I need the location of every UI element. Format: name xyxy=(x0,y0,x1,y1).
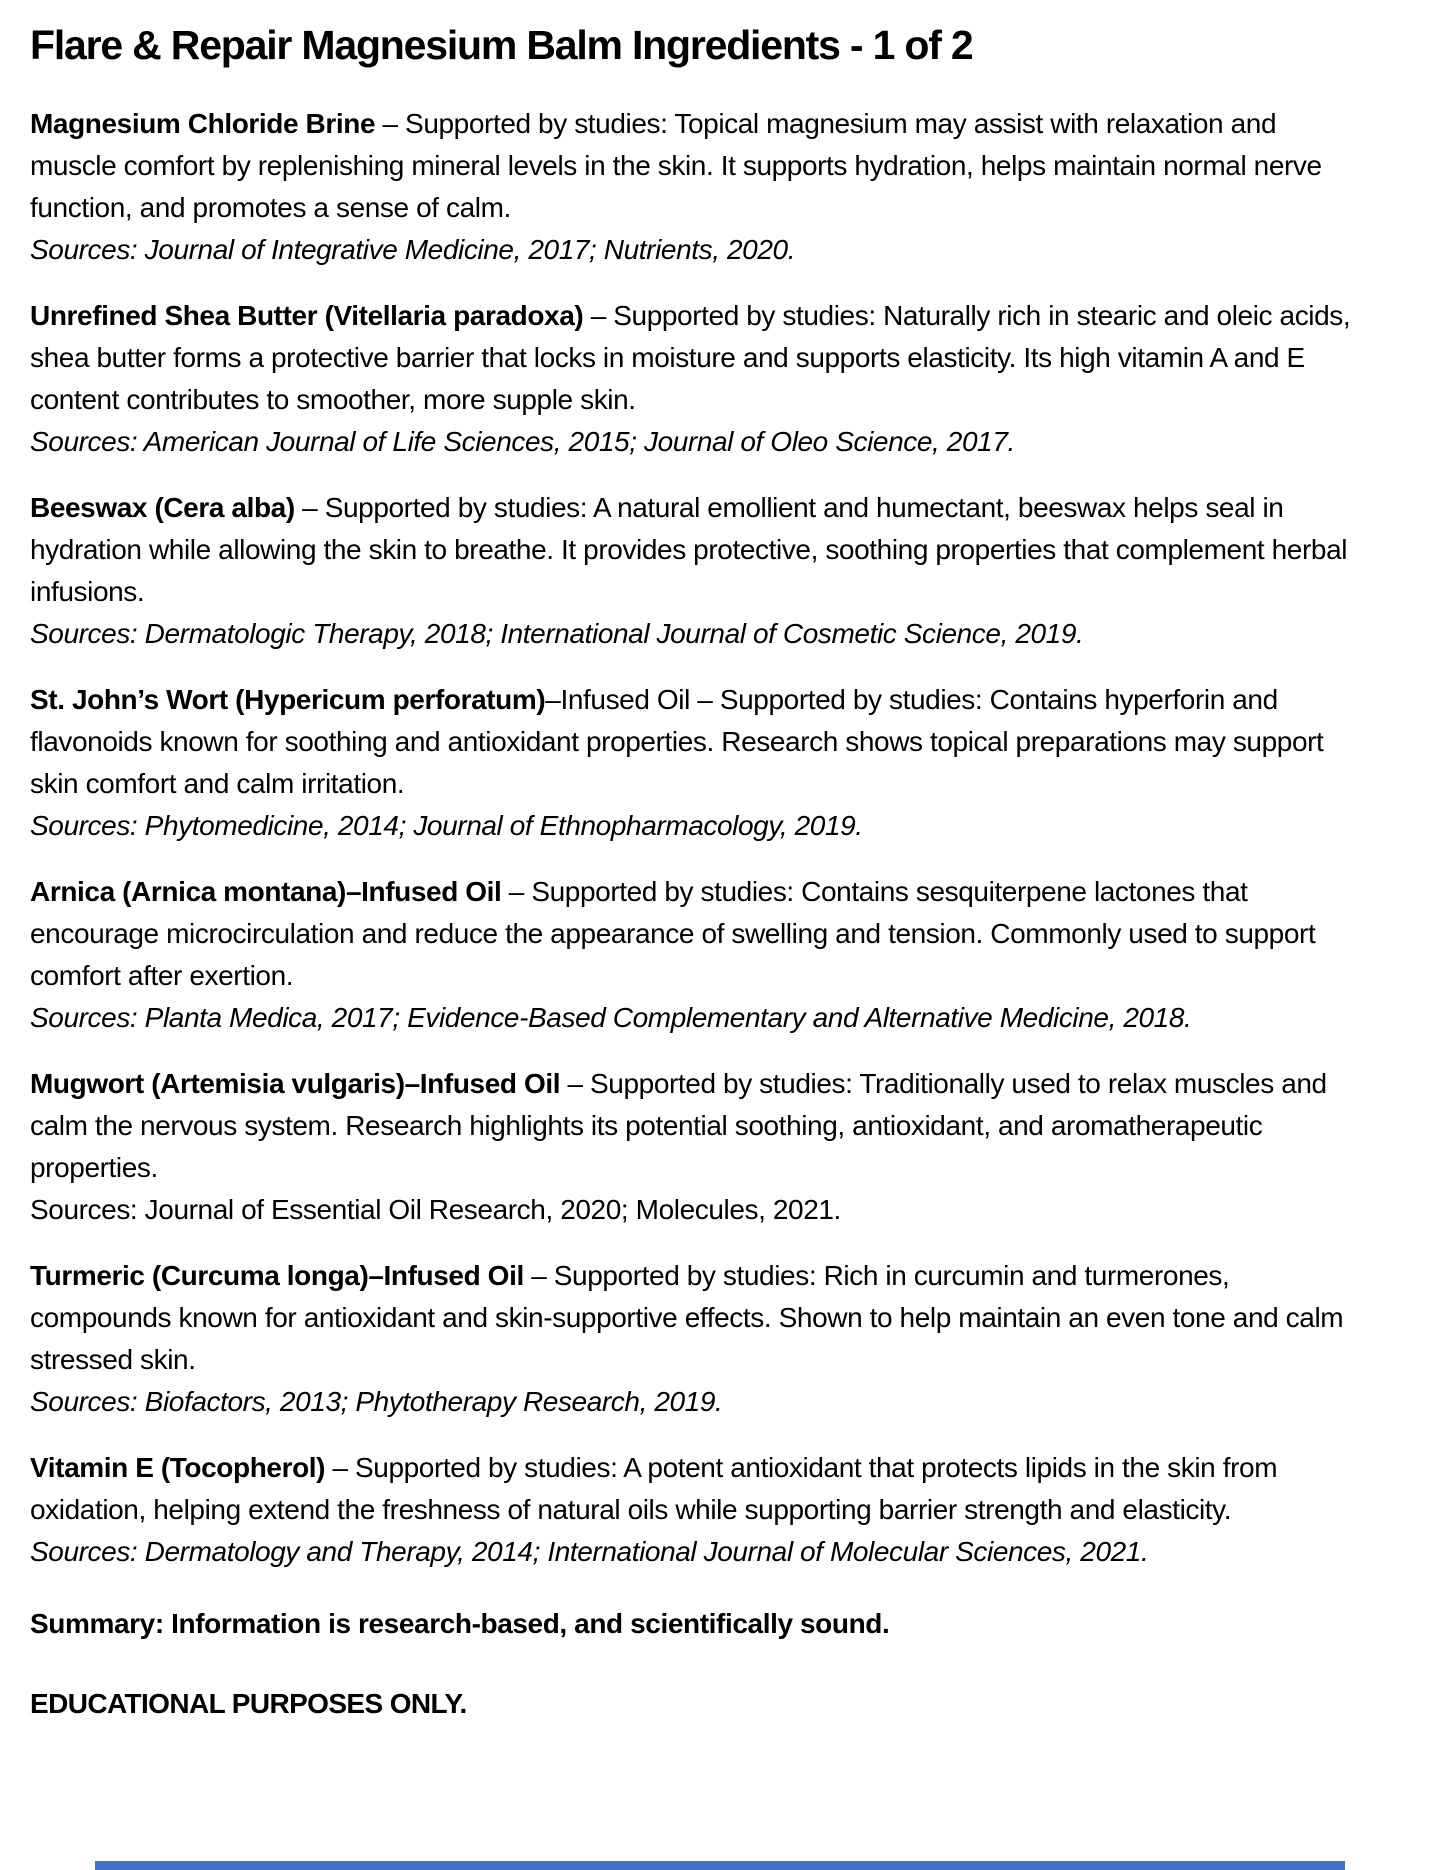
ingredient-entry xyxy=(30,1063,1365,1189)
ingredient-name: Unrefined Shea Butter (Vitellaria paradoxa) xyxy=(30,300,584,332)
ingredient-sources: Sources: American Journal of Life Sciences, 2015; Journal of Oleo Science, 2017. xyxy=(30,426,1015,458)
ingredient-entry xyxy=(30,103,1365,229)
ingredient-description: – Supported by studies: A natural emollient and humectant, beeswax helps seal in hydration while allowing the skin to breathe. It provides protective, soothing properties that complement herbal infusions. xyxy=(30,492,1348,608)
ingredient-name: Mugwort (Artemisia vulgaris)–Infused Oil xyxy=(30,1068,561,1100)
ingredient-name: Arnica (Arnica montana)–Infused Oil xyxy=(30,876,502,908)
ingredient-description: – Supported by studies: Topical magnesium may assist with relaxation and muscle comfort by replenishing mineral levels in the skin. It supports hydration, helps maintain normal nerve function, and promotes a sense of calm. xyxy=(30,108,1322,224)
page-title: Flare & Repair Magnesium Balm Ingredients - 1 of 2 xyxy=(30,22,973,68)
ingredient-description: – Supported by studies: Traditionally used to relax muscles and calm the nervous system. Research highlights its potential soothing, antioxidant, and aromatherapeutic properties. xyxy=(30,1068,1327,1184)
ingredient-description: –Infused Oil – Supported by studies: Contains hyperforin and flavonoids known for soothing and antioxidant properties. Research shows topical preparations may support skin comfort and calm irritation. xyxy=(30,684,1324,800)
ingredient-sources: Sources: Biofactors, 2013; Phytotherapy Research, 2019. xyxy=(30,1386,723,1418)
ingredient-entry xyxy=(30,1447,1365,1531)
ingredient-sources: Sources: Dermatologic Therapy, 2018; International Journal of Cosmetic Science, 2019. xyxy=(30,618,1084,650)
summary-statement: Summary: Information is research-based, and scientifically sound. xyxy=(30,1608,890,1640)
disclaimer-statement: EDUCATIONAL PURPOSES ONLY. xyxy=(30,1688,467,1720)
ingredient-name: St. John’s Wort (Hypericum perforatum) xyxy=(30,684,546,716)
bottom-accent-bar xyxy=(95,1861,1345,1870)
ingredient-sources: Sources: Journal of Essential Oil Research, 2020; Molecules, 2021. xyxy=(30,1194,841,1226)
ingredient-name: Turmeric (Curcuma longa)–Infused Oil xyxy=(30,1260,524,1292)
ingredient-entry xyxy=(30,295,1365,421)
ingredient-entry xyxy=(30,679,1365,805)
ingredient-description: – Supported by studies: A potent antioxidant that protects lipids in the skin from oxidation, helping extend the freshness of natural oils while supporting barrier strength and elasticity. xyxy=(30,1452,1278,1526)
ingredient-entry xyxy=(30,871,1365,997)
ingredient-entry xyxy=(30,1255,1365,1381)
ingredient-entry xyxy=(30,487,1365,613)
ingredient-sources: Sources: Phytomedicine, 2014; Journal of Ethnopharmacology, 2019. xyxy=(30,810,863,842)
ingredient-name: Vitamin E (Tocopherol) xyxy=(30,1452,326,1484)
ingredient-description: – Supported by studies: Contains sesquiterpene lactones that encourage microcirculation and reduce the appearance of swelling and tension. Commonly used to support comfort after exertion. xyxy=(30,876,1316,992)
ingredient-sources: Sources: Planta Medica, 2017; Evidence-Based Complementary and Alternative Medicine, 2018. xyxy=(30,1002,1192,1034)
ingredient-sources: Sources: Dermatology and Therapy, 2014; International Journal of Molecular Sciences, 2021. xyxy=(30,1536,1149,1568)
ingredient-name: Magnesium Chloride Brine xyxy=(30,108,376,140)
ingredient-sources: Sources: Journal of Integrative Medicine, 2017; Nutrients, 2020. xyxy=(30,234,796,266)
ingredient-name: Beeswax (Cera alba) xyxy=(30,492,295,524)
ingredient-description: – Supported by studies: Rich in curcumin and turmerones, compounds known for antioxidant and skin-supportive effects. Shown to help maintain an even tone and calm stressed skin. xyxy=(30,1260,1344,1376)
ingredient-description: – Supported by studies: Naturally rich in stearic and oleic acids, shea butter forms a protective barrier that locks in moisture and supports elasticity. Its high vitamin A and E content contributes to smoother, more supple skin. xyxy=(30,300,1351,416)
